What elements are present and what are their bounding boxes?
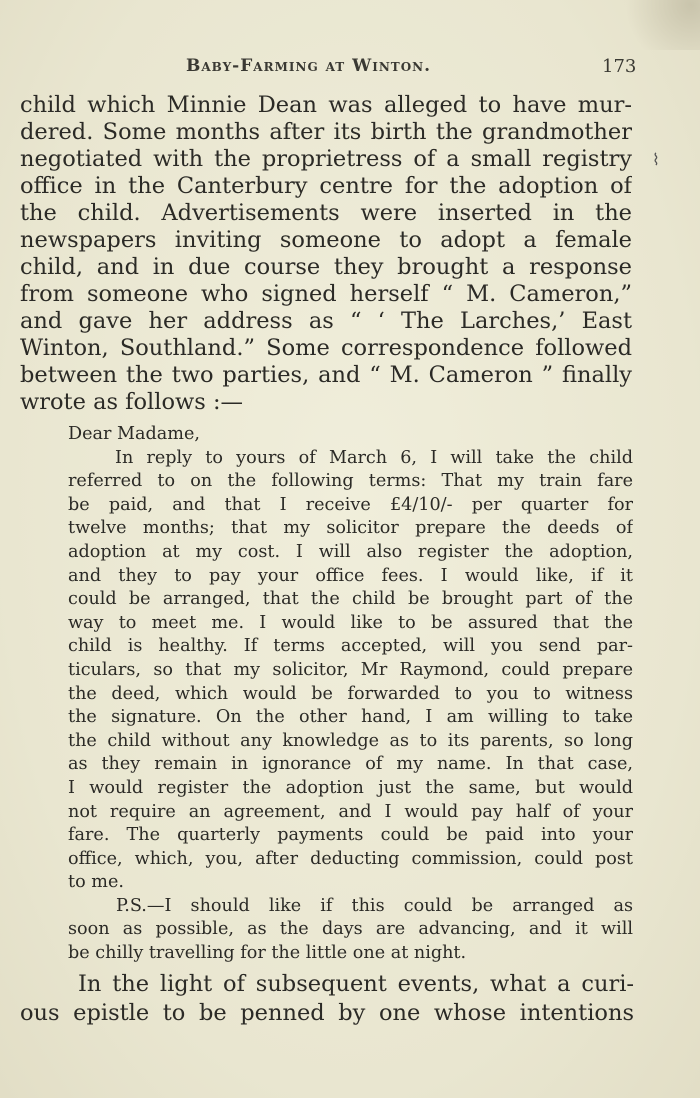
quoted-letter [68, 423, 633, 966]
letter-line: child is healthy. If terms accepted, will you send par- [68, 636, 633, 657]
page-header [0, 56, 700, 82]
letter-line: adoption at my cost. I will also register the adoption, [68, 541, 633, 562]
text-line: newspapers inviting someone to adopt a female [20, 227, 632, 253]
closing-paragraph [20, 970, 634, 1028]
letter-line: office, which, you, after deducting commission, could post [68, 848, 633, 869]
page-number: 173 [602, 56, 637, 77]
letter-line: not require an agreement, and I would pay half of your [68, 801, 633, 822]
text-line: between the two parties, and “ M. Cameron ” finally [20, 362, 632, 388]
postscript-line: P.S.—I should like if this could be arranged as [116, 895, 633, 916]
running-head: Baby-Farming at Winton. [186, 56, 432, 76]
letter-line: ticulars, so that my solicitor, Mr Raymond, could prepare [68, 659, 633, 680]
letter-line: could be arranged, that the child be brought part of the [68, 589, 633, 610]
letter-line: and they to pay your office fees. I would like, if it [68, 565, 633, 586]
letter-line: the child without any knowledge as to its parents, so long [68, 730, 633, 751]
text-line: wrote as follows :— [20, 389, 244, 415]
text-line: from someone who signed herself “ M. Cameron,” [20, 281, 632, 307]
text-line: In the light of subsequent events, what a curi- [78, 971, 634, 997]
text-line: child, and in due course they brought a response [20, 254, 632, 280]
text-line: the child. Advertisements were inserted in the [20, 200, 632, 226]
letter-line: fare. The quarterly payments could be paid into your [68, 825, 633, 846]
letter-salutation: Dear Madame, [68, 424, 200, 444]
text-line: ous epistle to be penned by one whose intentions [20, 1000, 634, 1026]
text-line: child which Minnie Dean was alleged to have mur- [20, 92, 632, 118]
letter-line: way to meet me. I would like to be assured that the [68, 612, 633, 633]
letter-line: In reply to yours of March 6, I will take the child [115, 447, 633, 468]
letter-line: referred to on the following terms: That my train fare [68, 471, 633, 492]
text-line: dered. Some months after its birth the grandmother [20, 119, 632, 145]
text-line: negotiated with the proprietress of a small registry [20, 146, 632, 172]
letter-line: to me. [68, 872, 124, 893]
margin-mark: ⌇ [652, 150, 660, 169]
text-line: Winton, Southland.” Some correspondence followed [20, 335, 632, 361]
letter-line: I would register the adoption just the same, but would [68, 777, 633, 798]
letter-line: as they remain in ignorance of my name. In that case, [68, 754, 633, 775]
letter-line: the deed, which would be forwarded to you to witness [68, 683, 633, 704]
text-line: office in the Canterbury centre for the adoption of [20, 173, 632, 199]
letter-line: the signature. On the other hand, I am willing to take [68, 707, 633, 728]
main-paragraph [20, 92, 632, 416]
paper-stain [610, 0, 700, 50]
letter-line: be paid, and that I receive £4/10/- per quarter for [68, 494, 633, 515]
postscript-line: be chilly travelling for the little one at night. [68, 943, 467, 964]
letter-line: twelve months; that my solicitor prepare the deeds of [68, 518, 633, 539]
postscript-line: soon as possible, as the days are advancing, and it will [68, 919, 633, 940]
text-line: and gave her address as “ ‘ The Larches,’ East [20, 308, 632, 334]
